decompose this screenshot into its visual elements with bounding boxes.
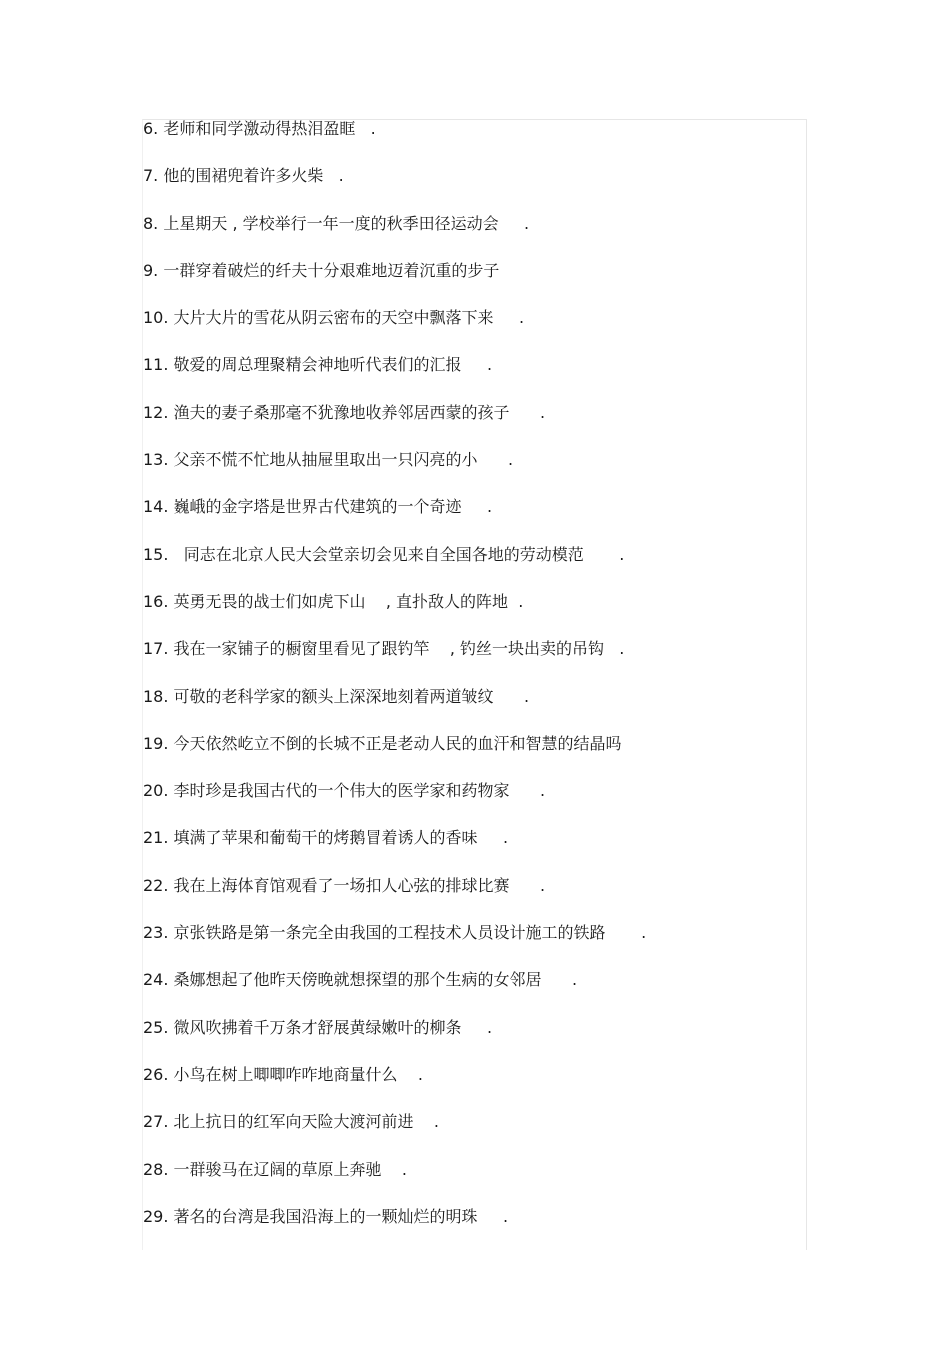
list-item: 17. 我在一家铺子的橱窗里看见了跟钓竿 , 钓丝一块出卖的吊钩 .: [143, 639, 625, 659]
list-item: 15. 同志在北京人民大会堂亲切会见来自全国各地的劳动模范 .: [143, 544, 625, 564]
list-item: 19. 今天依然屹立不倒的长城不正是老动人民的血汗和智慧的结晶吗: [143, 733, 622, 753]
list-item: 7. 他的围裙兜着许多火柴 .: [143, 166, 344, 186]
list-item: 27. 北上抗日的红军向天险大渡河前进 .: [143, 1112, 439, 1132]
list-item: 28. 一群骏马在辽阔的草原上奔驰 .: [143, 1159, 407, 1179]
list-item: 26. 小鸟在树上唧唧咋咋地商量什么 .: [143, 1064, 423, 1084]
list-item: 20. 李时珍是我国古代的一个伟大的医学家和药物家 .: [143, 781, 546, 801]
list-item: 9. 一群穿着破烂的纤夫十分艰难地迈着沉重的步子: [143, 260, 500, 280]
list-item: 23. 京张铁路是第一条完全由我国的工程技术人员设计施工的铁路 .: [143, 923, 647, 943]
list-item: 12. 渔夫的妻子桑那毫不犹豫地收养邻居西蒙的孩子 .: [143, 402, 546, 422]
list-item: 22. 我在上海体育馆观看了一场扣人心弦的排球比赛 .: [143, 875, 546, 895]
list-item: 24. 桑娜想起了他昨天傍晚就想探望的那个生病的女邻居 .: [143, 970, 578, 990]
list-item: 25. 微风吹拂着千万条才舒展黄绿嫩叶的柳条 .: [143, 1017, 493, 1037]
list-item: 14. 巍峨的金字塔是世界古代建筑的一个奇迹 .: [143, 497, 493, 517]
list-item: 8. 上星期天 , 学校举行一年一度的秋季田径运动会 .: [143, 213, 530, 233]
list-item: 21. 填满了苹果和葡萄干的烤鹅冒着诱人的香味 .: [143, 828, 509, 848]
list-item: 16. 英勇无畏的战士们如虎下山 , 直扑敌人的阵地 .: [143, 591, 524, 611]
list-item: 13. 父亲不慌不忙地从抽屉里取出一只闪亮的小 .: [143, 450, 514, 470]
sentence-list: [143, 117, 646, 1252]
list-item: 10. 大片大片的雪花从阴云密布的天空中飘落下来 .: [143, 308, 525, 328]
list-item: 18. 可敬的老科学家的额头上深深地刻着两道皱纹 .: [143, 686, 530, 706]
list-item: 11. 敬爱的周总理聚精会神地听代表们的汇报 .: [143, 355, 493, 375]
list-item: 29. 著名的台湾是我国沿海上的一颗灿烂的明珠 .: [143, 1206, 509, 1226]
list-item: 6. 老师和同学激动得热泪盈眶 .: [143, 119, 376, 138]
